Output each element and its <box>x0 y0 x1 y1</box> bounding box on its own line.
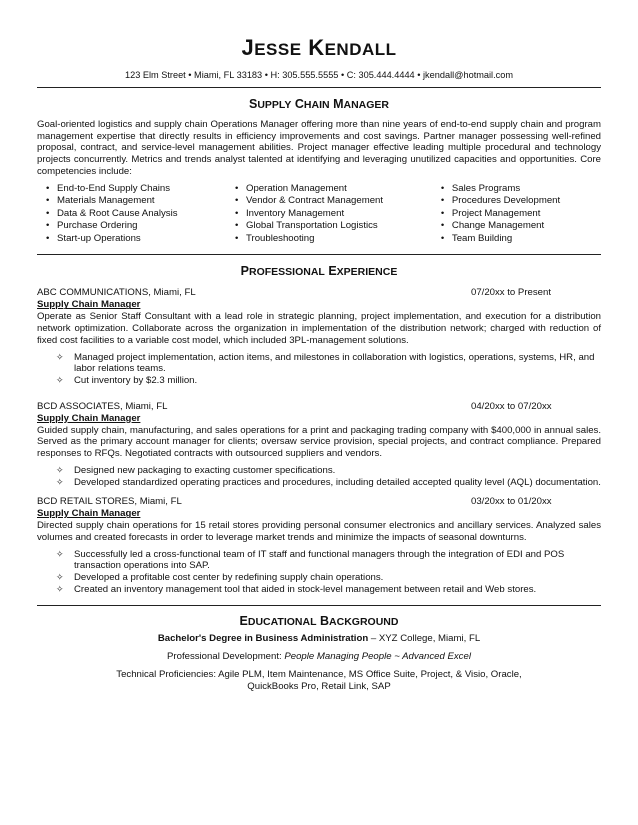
job-company: ABC COMMUNICATIONS, Miami, FL <box>37 287 196 299</box>
pd-value: People Managing People ~ Advanced Excel <box>284 651 471 663</box>
achievement-item: ✧ Successfully led a cross-functional team of IT staff and functional managers through the integration of EDI and POS transaction operations into SAP. <box>37 549 601 572</box>
skill-item: • Materials Management <box>37 195 226 208</box>
achievement-item: ✧ Developed a profitable cost center by redefining supply chain operations. <box>37 572 601 584</box>
job-header <box>37 496 601 508</box>
divider-top <box>37 87 601 88</box>
skill-item: • Operation Management <box>226 183 432 196</box>
skill-item: • Inventory Management <box>226 208 432 221</box>
name-rest-first: ESSE <box>254 40 302 59</box>
degree-institution: – XYZ College, Miami, FL <box>368 633 481 645</box>
skills-column-3 <box>432 183 601 246</box>
education-degree <box>37 633 601 645</box>
achievement-item: ✧ Managed project implementation, action items, and milestones in collaboration with logistics, operations, systems, HR, and labor relations teams. <box>37 352 601 375</box>
skill-item: • Data & Root Cause Analysis <box>37 208 226 221</box>
education-title-a-initial: E <box>239 614 248 629</box>
summary-title-b-rest: HAIN <box>303 99 330 111</box>
summary-title <box>37 96 601 113</box>
summary-title-a-initial: S <box>249 97 258 111</box>
job-company: BCD RETAIL STORES, Miami, FL <box>37 496 182 508</box>
skill-item: • Global Transportation Logistics <box>226 220 432 233</box>
skills-column-1 <box>37 183 226 246</box>
experience-title <box>37 263 601 280</box>
experience-title-b-initial: E <box>328 264 337 279</box>
job-achievements <box>37 465 601 488</box>
name-rest-last: ENDALL <box>324 40 397 59</box>
skill-item: • Sales Programs <box>432 183 601 196</box>
skill-item: • Troubleshooting <box>226 233 432 246</box>
job-role: Supply Chain Manager <box>37 412 141 424</box>
skill-item: • Project Management <box>432 208 601 221</box>
name-initial-first: J <box>241 35 255 60</box>
technical-proficiencies-line-2: QuickBooks Pro, Retail Link, SAP <box>247 681 391 693</box>
job-company: BCD ASSOCIATES, Miami, FL <box>37 400 168 412</box>
job-header <box>37 287 601 299</box>
experience-title-a-initial: P <box>240 264 249 279</box>
divider-experience <box>37 254 601 255</box>
candidate-name <box>37 0 601 63</box>
skill-item: • Change Management <box>432 220 601 233</box>
skill-item: • Start-up Operations <box>37 233 226 246</box>
education-title-a-rest: DUCATIONAL <box>247 616 317 629</box>
achievement-item: ✧ Created an inventory management tool that aided in stock-level management between retail and Web stores. <box>37 584 601 596</box>
skill-item: • Procedures Development <box>432 195 601 208</box>
name-initial-last: K <box>308 35 325 60</box>
education-title-b-rest: ACKGROUND <box>329 616 399 629</box>
education-title-b-initial: B <box>320 614 330 629</box>
pd-label: Professional Development: <box>167 651 285 663</box>
job-role: Supply Chain Manager <box>37 299 141 311</box>
technical-proficiencies-line-1: Technical Proficiencies: Agile PLM, Item Maintenance, MS Office Suite, Project, & Visio, Oracle, <box>116 669 522 681</box>
core-competencies <box>37 183 601 246</box>
job-achievements <box>37 352 601 387</box>
job-achievements <box>37 549 601 596</box>
degree-name: Bachelor's Degree in Business Administration <box>157 633 369 645</box>
experience-title-b-rest: XPERIENCE <box>336 266 398 279</box>
skills-column-2 <box>226 183 432 246</box>
job-dates: 04/20xx to 07/20xx <box>471 400 552 412</box>
skill-item: • Vendor & Contract Management <box>226 195 432 208</box>
summary-title-a-rest: UPPLY <box>257 99 292 111</box>
skill-item: • Purchase Ordering <box>37 220 226 233</box>
achievement-item: ✧ Cut inventory by $2.3 million. <box>37 375 601 387</box>
summary-title-b-initial: C <box>294 97 304 111</box>
job-dates: 07/20xx to Present <box>471 287 551 299</box>
achievement-item: ✧ Developed standardized operating practices and procedures, including detailed accepted quality level (AQL) documentation. <box>37 477 601 489</box>
skill-item: • Team Building <box>432 233 601 246</box>
job-entry <box>37 287 601 386</box>
job-description: Operate as Senior Staff Consultant with a lead role in strategic planning, project implementation, and execution for a distribution network optimization. Collaborate across the organization in implementation of the distribution network; charged with reduction of fixed cost facilities to a variable cost model, which included 3PL-management solutions. <box>37 311 601 346</box>
job-entry <box>37 401 601 489</box>
job-header <box>37 401 601 413</box>
summary-paragraph: Goal-oriented logistics and supply chain Operations Manager offering more than nine years of end-to-end supply chain and program management expertise that directly results in efficiency improvements and cost savings. Partner manager possessing well-refined proposal, contract, and service-level management abilities. Project manager effective leading multiple procedural and technology projects concurrently. Metrics and trends analyst talented at identifying and leveraging unutilized capacities and opportunities. Core competencies include: <box>37 119 601 177</box>
summary-title-c-initial: M <box>333 97 344 111</box>
contact-line: 123 Elm Street • Miami, FL 33183 • H: 305.555.5555 • C: 305.444.4444 • jkendall@hotmail.com <box>124 70 514 80</box>
job-dates: 03/20xx to 01/20xx <box>471 496 552 508</box>
achievement-item: ✧ Designed new packaging to exacting customer specifications. <box>37 465 601 477</box>
professional-development <box>37 651 601 663</box>
experience-title-a-rest: ROFESSIONAL <box>248 266 325 279</box>
job-entry <box>37 496 601 595</box>
divider-education <box>37 605 601 606</box>
job-role: Supply Chain Manager <box>37 508 141 520</box>
summary-title-c-rest: ANAGER <box>343 99 389 111</box>
job-description: Guided supply chain, manufacturing, and sales operations for a print and packaging trading company with $400,000 in annual sales. Served as the primary account manager for clients; oversaw service provision, special projects, and contract compliance. Prepared responses to RFQs. Negotiated contracts with outsourced suppliers and vendors. <box>37 424 601 460</box>
education-title <box>37 613 601 630</box>
job-description: Directed supply chain operations for 15 retail stores providing personal consumer electronics and ancillary services. Analyzed sales volumes and created forecasts in order to leverage market trends and minimize the impacts of seasonal downturns. <box>37 520 601 543</box>
skill-item: • End-to-End Supply Chains <box>37 183 226 196</box>
